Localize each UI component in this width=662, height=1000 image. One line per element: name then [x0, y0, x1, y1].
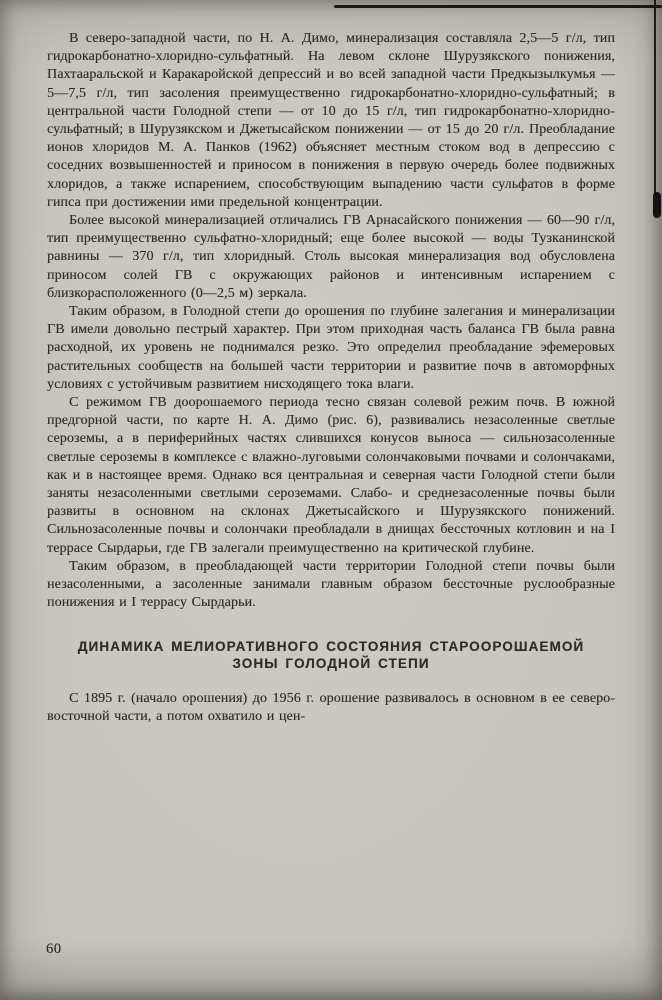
- page-number: 60: [46, 941, 62, 957]
- scan-artifact-right-edge-line: [654, 0, 656, 212]
- paragraph: С режимом ГВ доорошаемого периода тесно связан солевой режим почв. В южной предгорной части, по карте Н. А. Димо (рис. 6), развивались незасоленные светлые сероземы, а в периферийных частях слившихся конусов выноса — сильнозасоленные светлые сероземы в комплексе с влажно-луговыми солончаковыми почвами и солончаками, как и в настоящее время. Однако вся центральная и северная части Голодной степи были заняты незасоленными светлыми сероземами. Слабо- и среднезасоленные почвы были развиты в основном на склонах Джетысайского и Шурузякского понижений. Сильнозасоленные почвы и солончаки преобладали в днищах бессточных котловин и на I террасе Сырдарьи, где ГВ залегали преимущественно на критической глубине.: [47, 395, 615, 556]
- paragraph: Таким образом, в преобладающей части территории Голодной степи почвы были незасоленными, а засоленные занимали главным образом бессточные руслообразные понижения и I террасу Сырдарьи.: [47, 558, 615, 611]
- paragraph: Более высокой минерализацией отличались ГВ Арнасайского понижения — 60—90 г/л, тип преимущественно сульфатно-хлоридный; еще более высокой — воды Тузканинской равнины — 370 г/л, тип хлоридный. Столь высокая минерализация вод обусловлена приносом солей ГВ с окружающих районов и интенсивным испарением с близкорасположенного (0—2,5 м) зеркала.: [47, 213, 615, 301]
- paragraph: В северо-западной части, по Н. А. Димо, минерализация составляла 2,5—5 г/л, тип гидрокарбонатно-хлоридно-сульфатный. На левом склоне Шурузякского понижения, Пахтааральской и Каракаройской депрессий и во всей западной части Предкызылкумья — 5—7,5 г/л, тип засоления преимущественно гидрокарбонатно-хлоридно-сульфатный; в центральной части Голодной степи — от 10 до 15 г/л, тип гидрокарбонатно-хлоридно-сульфатный; в Шурузякском и Джетысайском понижении — от 15 до 20 г/л. Преобладание ионов хлоридов М. А. Панков (1962) объясняет местным стоком вод в депрессию с соседних возвышенностей и приносом в понижения в первую очередь более подвижных хлоридов, а также испарением, способствующим выпадению части сульфатов в форме гипса при достижении ими предельной концентрации.: [47, 31, 615, 210]
- scan-artifact-right-edge-blob: [653, 192, 661, 218]
- section-heading-line-2: ЗОНЫ ГОЛОДНОЙ СТЕПИ: [232, 656, 430, 671]
- scan-artifact-top-edge-line: [334, 5, 662, 8]
- page-body-text: [47, 30, 615, 726]
- paragraph: С 1895 г. (начало орошения) до 1956 г. орошение развивалось в основном в ее северо-восточной части, а потом охватило и цен-: [47, 690, 615, 724]
- section-heading: [47, 638, 615, 673]
- section-heading-line-1: ДИНАМИКА МЕЛИОРАТИВНОГО СОСТОЯНИЯ СТАРООРОШАЕМОЙ: [77, 638, 585, 654]
- paragraph: Таким образом, в Голодной степи до орошения по глубине залегания и минерализации ГВ имели довольно пестрый характер. При этом приходная часть баланса ГВ была равна расходной, их уровень не поднимался резко. Это определил преобладание эфемеровых растительных сообществ на большей части территории и развитие почв в автоморфных условиях с устойчивым развитием нисходящего тока влаги.: [47, 304, 615, 392]
